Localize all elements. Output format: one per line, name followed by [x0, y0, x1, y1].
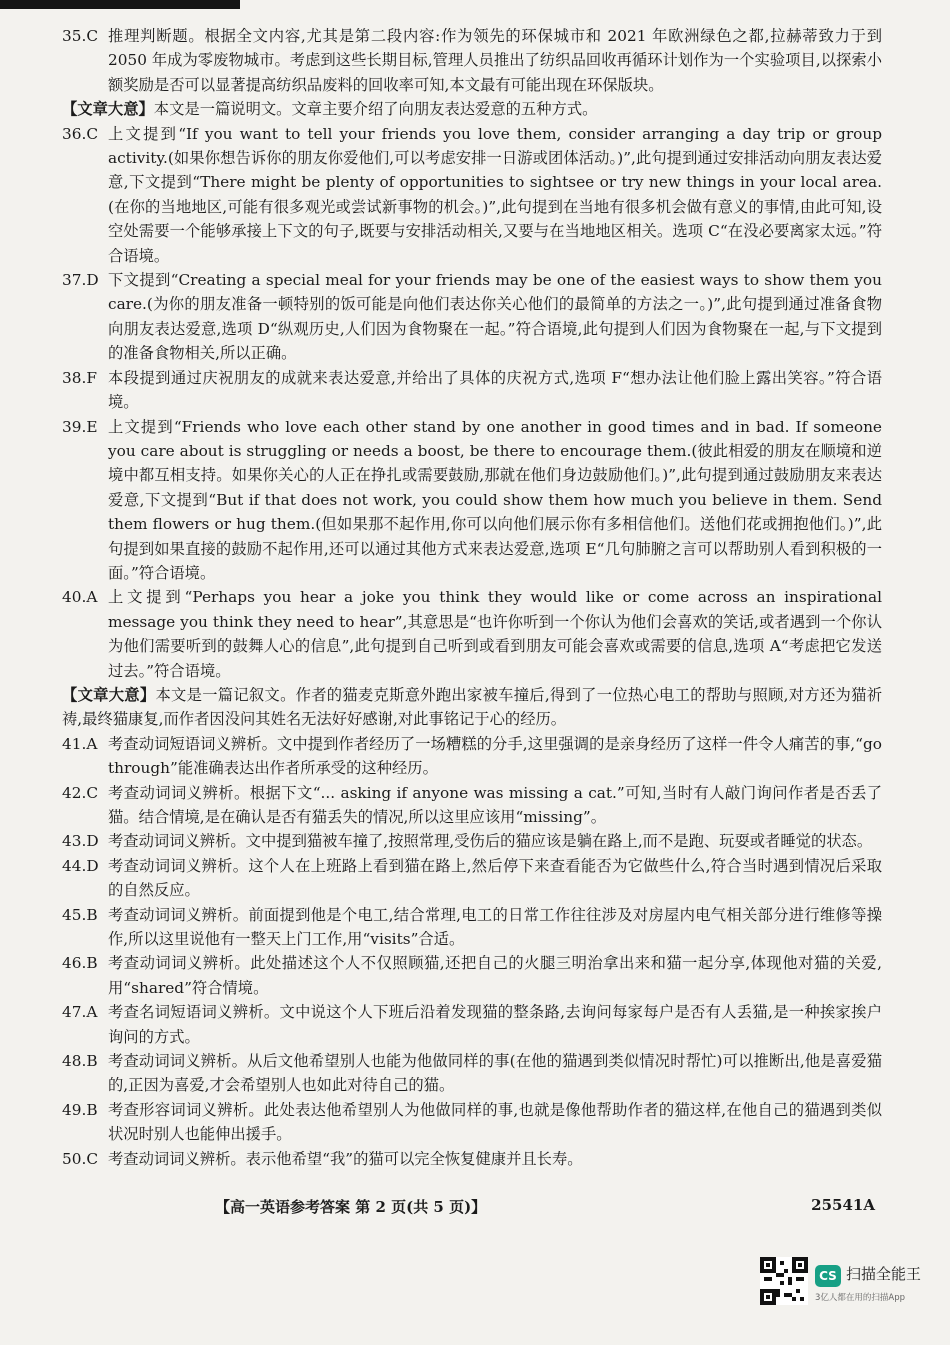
answer-entry [62, 781, 882, 830]
answer-explanation: 考查动词短语词义辨析。文中提到作者经历了一场糟糕的分手,这里强调的是亲身经历了这样一件令人痛苦的事,“go through”能准确表达出作者所承受的这种经历。 [108, 734, 882, 778]
answer-explanation: 考查形容词词义辨析。此处表达他希望别人为他做同样的事,也就是像他帮助作者的猫这样,在他自己的猫遇到类似状况时别人也能伸出援手。 [108, 1100, 882, 1144]
answer-explanation: 下文提到“Creating a special meal for your friends may be one of the easiest ways to show them you care.(为你的朋友准备一顿特别的饭可能是向他们表达你关心他们的最简单的方法之一。)”,此句提到通过准备食物向朋友表达爱意,选项 D“纵观历史,人们因为食物聚在一起。”符合语境,此句提到人们因为食物聚在一起,与下文提到的准备食物相关,所以正确。 [108, 271, 882, 363]
camscanner-logo-icon: CS [815, 1265, 841, 1287]
answer-explanation: 推理判断题。根据全文内容,尤其是第二段内容:作为领先的环保城市和 2021 年欧洲绿色之都,拉赫蒂致力于到 2050 年成为零废物城市。考虑到这些长期目标,管理人员推出了纺织品回收再循环计划作为一个实验项目,以探索小额奖励是否可以显著提高纺织品废料的回收率可知,本文最有可能出现在环保版块。 [108, 27, 882, 94]
answer-number: 41.A [62, 734, 98, 753]
answer-number: 44.D [62, 856, 99, 875]
answer-entry [62, 903, 882, 952]
answer-number: 43.D [62, 832, 99, 851]
answer-entry [62, 1147, 882, 1171]
answer-explanation: 上文提到“Friends who love each other stand by one another in good times and in bad. If someone you care about is struggling or needs a boost, be there to encourage them.(彼此相爱的朋友在顺境和逆境中都互相支持。如果你关心的人正在挣扎或需要鼓励,那就在他们身边鼓励他们。)”,此句提到通过鼓励朋友来表达爱意,下文提到“But if that does not work, you could show them how much you believe in them. Send them flowers or hug them.(但如果那不起作用,你可以向他们展示你有多相信他们。送他们花或拥抱他们。)”,此句提到如果直接的鼓励不起作用,还可以通过其他方式来表达爱意,选项 E“几句肺腑之言可以帮助别人看到积极的一面。”符合语境。 [108, 417, 882, 582]
answer-entry [62, 732, 882, 781]
answer-explanation: 考查动词词义辨析。从后文他希望别人也能为他做同样的事(在他的猫遇到类似情况时帮忙)可以推断出,他是喜爱猫的,正因为喜爱,才会希望别人也如此对待自己的猫。 [108, 1052, 882, 1095]
answer-number: 50.C [62, 1149, 99, 1168]
answer-number: 45.B [62, 905, 98, 924]
summary-text: 本文是一篇说明文。文章主要介绍了向朋友表达爱意的五种方式。 [153, 100, 598, 119]
answer-entry [62, 122, 882, 268]
camscanner-tagline: 3亿人都在用的扫描App [815, 1293, 906, 1303]
answer-entry [62, 366, 882, 415]
answer-explanation: 考查动词词义辨析。表示他希望“我”的猫可以完全恢复健康并且长寿。 [108, 1149, 583, 1168]
answer-explanation: 上文提到“Perhaps you hear a joke you think they would like or come across an inspirational message you think they need to hear”,其意思是“也许你听到一个你认为他们会喜欢的笑话,或者遇到一个你认为他们需要听到的鼓舞人心的信息”,此句提到自己听到或看到朋友可能会喜欢或需要的信息,选项 A“考虑把它发送过去。”符合语境。 [108, 588, 882, 680]
passage-summary [62, 97, 882, 121]
summary-text: 本文是一篇记叙文。作者的猫麦克斯意外跑出家被车撞后,得到了一位热心电工的帮助与照顾,对方还为猫祈祷,最终猫康复,而作者因没问其姓名无法好好感谢,对此事铭记于心的经历。 [62, 685, 882, 729]
answer-number: 39.E [62, 417, 98, 436]
answer-explanation: 上文提到“If you want to tell your friends you love them, consider arranging a day trip or group activity.(如果你想告诉你的朋友你爱他们,可以考虑安排一日游或团体活动。)”,此句提到通过安排活动向朋友表达爱意,下文提到“There might be plenty of opportunities to sightsee or try new things in your local area.(在你的当地地区,可能有很多观光或尝试新事物的机会。)”,此句提到在当地有很多机会做有意义的事情,由此可知,设空处需要一个能够承接上下文的句子,既要与安排活动相关,又要与在当地地区相关。选项 C“在没必要离家太远。”符合语境。 [108, 124, 882, 265]
answer-entry [62, 951, 882, 1000]
answer-entry [62, 854, 882, 903]
summary-tag: 【文章大意】 [62, 100, 154, 119]
answer-explanation: 考查动词词义辨析。此处描述这个人不仅照顾猫,还把自己的火腿三明治拿出来和猫一起分享,体现他对猫的关爱,用“shared”符合情境。 [108, 954, 882, 997]
answer-number: 40.A [62, 588, 98, 607]
answer-entry [62, 24, 882, 97]
answer-explanation: 考查动词词义辨析。前面提到他是个电工,结合常理,电工的日常工作往往涉及对房屋内电气相关部分进行维修等操作,所以这里说他有一整天上门工作,用“visits”合适。 [108, 905, 882, 949]
answer-entry [62, 415, 882, 586]
answer-number: 37.D [62, 271, 99, 290]
answer-explanation: 考查名词短语词义辨析。文中说这个人下班后沿着发现猫的整条路,去询问每家每户是否有人丢猫,是一种挨家挨户询问的方式。 [108, 1003, 882, 1046]
answer-explanation: 考查动词词义辨析。文中提到猫被车撞了,按照常理,受伤后的猫应该是躺在路上,而不是跑、玩耍或者睡觉的状态。 [108, 832, 873, 851]
top-edge-bar [0, 0, 240, 9]
answer-entry [62, 268, 882, 366]
answer-number: 49.B [62, 1100, 98, 1119]
answer-number: 46.B [62, 954, 98, 973]
answer-number: 36.C [62, 124, 99, 143]
answer-number: 47.A [62, 1003, 98, 1022]
answer-explanation: 考查动词词义辨析。这个人在上班路上看到猫在路上,然后停下来查看能否为它做些什么,符合当时遇到情况后采取的自然反应。 [108, 856, 882, 900]
answer-entry [62, 1000, 882, 1049]
passage-summary [62, 683, 882, 732]
paper-code: 25541A [811, 1196, 875, 1214]
summary-tag: 【文章大意】 [62, 685, 156, 704]
answer-explanation: 本段提到通过庆祝朋友的成就来表达爱意,并给出了具体的庆祝方式,选项 F“想办法让他们脸上露出笑容。”符合语境。 [108, 368, 882, 412]
camscanner-name: 扫描全能王 [846, 1265, 922, 1283]
qr-code-icon [760, 1257, 808, 1305]
answer-entry [62, 1049, 882, 1098]
camscanner-watermark [760, 1257, 930, 1312]
answer-explanation: 考查动词词义辨析。根据下文“... asking if anyone was missing a cat.”可知,当时有人敲门询问作者是否丢了猫。结合情境,是在确认是否有猫丢失的情况,所以这里应该用“missing”。 [108, 783, 882, 826]
answer-number: 35.C [62, 27, 99, 45]
answer-entry [62, 829, 882, 853]
answer-content [62, 24, 882, 1171]
answer-entry [62, 585, 882, 683]
page-footer [215, 1196, 895, 1222]
answer-entry [62, 1098, 882, 1147]
footer-title: 【高一英语参考答案 第 2 页(共 5 页)】 [215, 1198, 487, 1216]
answer-number: 48.B [62, 1052, 98, 1071]
answer-number: 38.F [62, 368, 97, 387]
answer-number: 42.C [62, 783, 99, 802]
